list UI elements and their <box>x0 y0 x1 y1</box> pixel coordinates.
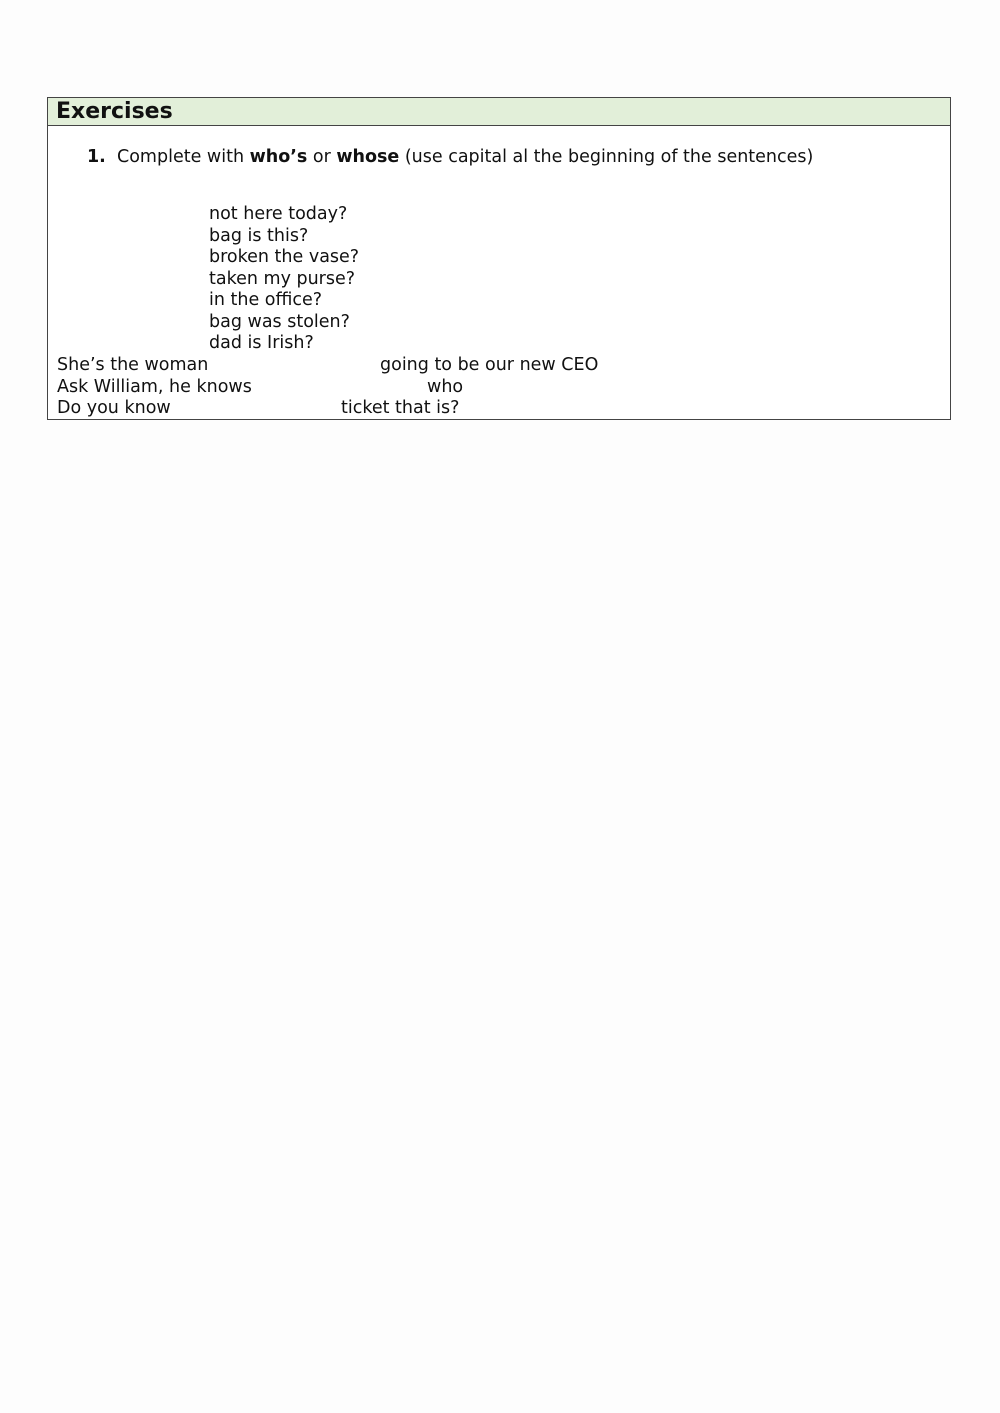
answer-field-6[interactable] <box>57 313 205 333</box>
question-10-after: ticket that is? <box>341 398 460 418</box>
question-3-text: broken the vase? <box>209 247 360 267</box>
answer-field-8[interactable] <box>223 356 373 376</box>
section-title: Exercises <box>48 98 950 126</box>
question-6-text: bag was stolen? <box>209 312 350 332</box>
question-2-text: bag is this? <box>209 226 309 246</box>
question-7-text: dad is Irish? <box>209 333 314 353</box>
answer-field-1[interactable] <box>57 205 205 225</box>
exercise-instruction <box>87 146 813 168</box>
question-4-text: taken my purse? <box>209 269 356 289</box>
answer-field-5[interactable] <box>57 291 205 311</box>
answer-field-3[interactable] <box>57 248 205 268</box>
option-whos: who’s <box>249 147 308 167</box>
question-8-after: going to be our new CEO <box>380 355 599 375</box>
answer-field-4[interactable] <box>57 270 205 290</box>
question-10-before: Do you know <box>57 398 171 418</box>
answer-field-2[interactable] <box>57 227 205 247</box>
answer-field-9[interactable] <box>270 378 420 398</box>
question-9-before: Ask William, he knows <box>57 377 252 397</box>
question-9-after: who <box>427 377 464 397</box>
answer-field-10[interactable] <box>184 399 334 419</box>
instruction-prefix: Complete with <box>117 147 250 167</box>
question-5-text: in the office? <box>209 290 323 310</box>
question-1-text: not here today? <box>209 204 348 224</box>
answer-field-7[interactable] <box>57 334 205 354</box>
option-whose: whose <box>336 147 400 167</box>
instruction-or: or <box>307 147 337 167</box>
exercise-number: 1. <box>87 147 106 167</box>
question-8-before: She’s the woman <box>57 355 209 375</box>
exercise-box <box>47 97 951 420</box>
instruction-suffix: (use capital al the beginning of the sentences) <box>399 147 814 167</box>
